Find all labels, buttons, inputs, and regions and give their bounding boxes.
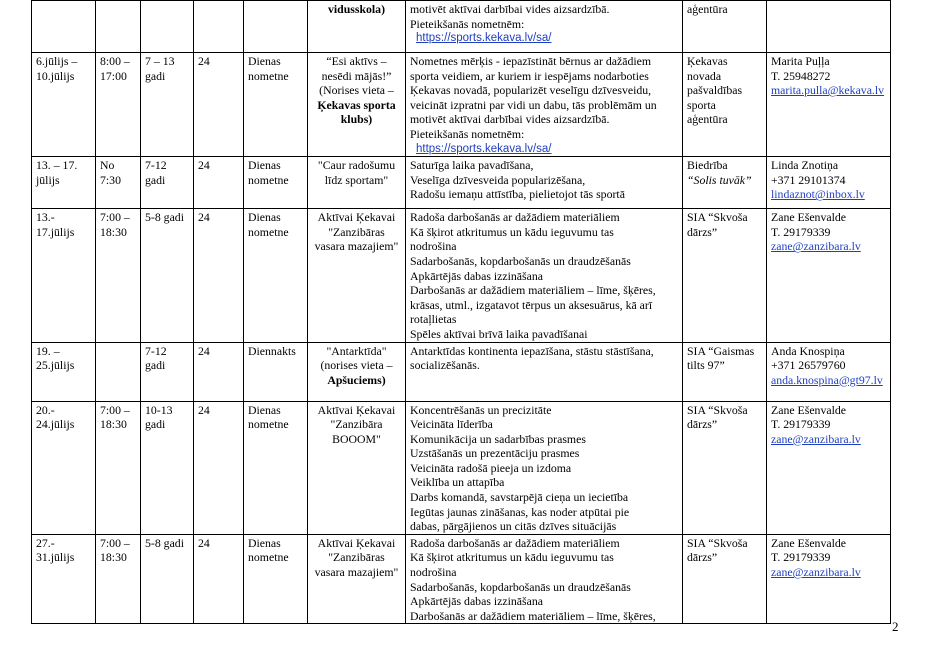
table-row bbox=[32, 157, 891, 209]
cell-line: Ķekavas novadā, popularizēt veselīgu dzīvesveidu, bbox=[410, 83, 652, 98]
cell-line: 7-12 bbox=[145, 158, 167, 173]
cell-line: motivēt aktīvai darbībai vides aizsardzībā. bbox=[410, 2, 610, 16]
document-page bbox=[31, 0, 899, 634]
cell-line: 24 bbox=[198, 54, 210, 68]
cell-line: gadi bbox=[145, 358, 166, 373]
cell-line: 24 bbox=[198, 210, 210, 225]
cell-line: nometne bbox=[248, 224, 289, 239]
age-cell bbox=[141, 157, 194, 209]
cell-line: Uzstāšanās un prezentāciju prasmes bbox=[410, 446, 580, 461]
camp-type-cell bbox=[244, 1, 308, 53]
cell-line: (Norises vieta – bbox=[319, 83, 394, 98]
date-cell bbox=[32, 401, 96, 534]
age-cell bbox=[141, 342, 194, 401]
date-cell bbox=[32, 157, 96, 209]
organizer-cell bbox=[683, 401, 767, 534]
cell-line: Marita Puļļa bbox=[771, 54, 830, 68]
cell-line: SIA “Skvoša bbox=[687, 402, 748, 417]
cell-line: Saturīga laika pavadīšana, bbox=[410, 158, 534, 173]
camp-name-cell bbox=[308, 53, 406, 157]
cell-line: Kā šķirot atkritumus un kādu ieguvumu tas bbox=[410, 550, 614, 565]
cell-line: krāsas, utml., izgatavot tērpus un aksesuārus, kā arī bbox=[410, 297, 653, 312]
table-body bbox=[32, 1, 891, 624]
email-link[interactable]: zane@zanzibara.lv bbox=[771, 239, 861, 254]
cell-line: 10.jūlijs bbox=[36, 68, 75, 83]
time-cell bbox=[96, 401, 141, 534]
contact-cell bbox=[767, 157, 891, 209]
organizer-cell bbox=[683, 534, 767, 624]
contact-cell bbox=[767, 1, 891, 53]
cell-line: Radoša darbošanās ar dažādiem materiāliem bbox=[410, 535, 620, 550]
cell-line: Zane Ešenvalde bbox=[771, 535, 847, 550]
cell-line: SIA “Skvoša bbox=[687, 210, 748, 225]
cell-line: pašvaldības bbox=[687, 83, 743, 98]
cell-line: 18:30 bbox=[100, 417, 127, 432]
cell-line: Pieteikšanās nometnēm: bbox=[410, 126, 525, 141]
cell-line: 20.- bbox=[36, 402, 55, 417]
participants-cell bbox=[194, 157, 244, 209]
description-cell bbox=[406, 342, 683, 401]
cell-line: vasara mazajiem" bbox=[314, 239, 399, 254]
cell-line: līdz sportam" bbox=[324, 172, 389, 187]
age-cell bbox=[141, 401, 194, 534]
cell-line: dārzs” bbox=[687, 550, 718, 565]
cell-line: SIA “Skvoša bbox=[687, 535, 748, 550]
cell-line: (norises vieta – bbox=[320, 358, 393, 373]
cell-line: tilts 97” bbox=[687, 358, 725, 373]
age-cell bbox=[141, 1, 194, 53]
cell-line: Ķekavas bbox=[687, 54, 728, 68]
email-link[interactable]: zane@zanzibara.lv bbox=[771, 565, 861, 580]
camp-name-cell bbox=[308, 209, 406, 342]
cell-line: klubs) bbox=[340, 112, 373, 127]
cell-line: Linda Znotiņa bbox=[771, 158, 839, 173]
cell-line: rotaļlietas bbox=[410, 312, 457, 327]
cell-line: sporta bbox=[687, 97, 716, 112]
cell-line: Sadarbošanās, kopdarbošanās un draudzēšanās bbox=[410, 253, 631, 268]
organizer-cell bbox=[683, 157, 767, 209]
cell-line: Zane Ešenvalde bbox=[771, 402, 847, 417]
participants-cell bbox=[194, 53, 244, 157]
cell-line: Komunikācija un sadarbības prasmes bbox=[410, 431, 586, 446]
cell-line: 13.- bbox=[36, 210, 55, 225]
cell-line: nometne bbox=[248, 172, 289, 187]
cell-line: Dienas bbox=[248, 535, 281, 550]
cell-line: socializēšanās. bbox=[410, 358, 480, 373]
cell-line: Radošu iemaņu attīstība, pielietojot tās sportā bbox=[410, 187, 625, 202]
organizer-cell bbox=[683, 1, 767, 53]
cell-line: 7:00 – bbox=[100, 210, 130, 225]
contact-cell bbox=[767, 401, 891, 534]
camp-type-cell bbox=[244, 209, 308, 342]
cell-line: Anda Knospiņa bbox=[771, 343, 845, 358]
cell-line: Sadarbošanās, kopdarbošanās un draudzēšanās bbox=[410, 579, 631, 594]
description-cell bbox=[406, 1, 683, 53]
cell-line: T. 29179339 bbox=[771, 224, 831, 239]
age-cell bbox=[141, 534, 194, 624]
time-cell bbox=[96, 1, 141, 53]
table-row bbox=[32, 534, 891, 624]
description-cell bbox=[406, 534, 683, 624]
cell-line: 27.- bbox=[36, 535, 55, 550]
time-cell bbox=[96, 342, 141, 401]
cell-line: Kā šķirot atkritumus un kādu ieguvumu tas bbox=[410, 224, 614, 239]
cell-line: Veicināta radošā pieeja un izdoma bbox=[410, 460, 572, 475]
cell-line: Dienas bbox=[248, 158, 281, 173]
date-cell bbox=[32, 209, 96, 342]
cell-line: gadi bbox=[145, 417, 166, 432]
table-row bbox=[32, 342, 891, 401]
cell-line: nometne bbox=[248, 417, 289, 432]
cell-line: nodrošina bbox=[410, 239, 457, 254]
cell-line: Nometnes mērķis - iepazīstināt bērnus ar dažādiem bbox=[410, 54, 652, 68]
email-link[interactable]: zane@zanzibara.lv bbox=[771, 431, 861, 446]
cell-line: "Caur radošumu bbox=[317, 158, 396, 173]
cell-line: 7:00 – bbox=[100, 402, 130, 417]
participants-cell bbox=[194, 342, 244, 401]
cell-line: aģentūra bbox=[687, 2, 728, 16]
cell-line: Biedrība bbox=[687, 158, 728, 173]
cell-line: 5-8 gadi bbox=[145, 535, 184, 550]
cell-line: 24.jūlijs bbox=[36, 417, 75, 432]
cell-line: 6.jūlijs – bbox=[36, 54, 78, 68]
cell-line: 18:30 bbox=[100, 224, 127, 239]
date-cell bbox=[32, 534, 96, 624]
cell-line: Aktīvai Ķekavai bbox=[317, 535, 396, 550]
cell-line: veicināt izpratni par vidi un dabu, tās problēmām un bbox=[410, 97, 657, 112]
camp-type-cell bbox=[244, 534, 308, 624]
page-number: 2 bbox=[892, 619, 899, 634]
cell-line: 7:30 bbox=[100, 172, 121, 187]
cell-line: nometne bbox=[248, 68, 289, 83]
cell-line: Ķekavas sporta bbox=[317, 97, 396, 112]
camp-type-cell bbox=[244, 342, 308, 401]
cell-line: Pieteikšanās nometnēm: bbox=[410, 16, 525, 31]
cell-line: “Esi aktīvs – bbox=[326, 54, 387, 68]
camp-type-cell bbox=[244, 401, 308, 534]
cell-line: BOOOM" bbox=[332, 431, 381, 446]
time-cell bbox=[96, 209, 141, 342]
cell-line: Darbošanās ar dažādiem materiāliem – līme, šķēres, bbox=[410, 608, 656, 623]
cell-line: Spēles aktīvai brīvā laika pavadīšanai bbox=[410, 326, 588, 341]
cell-line: “Solis tuvāk” bbox=[687, 172, 752, 187]
organizer-cell bbox=[683, 53, 767, 157]
cell-line: Zane Ešenvalde bbox=[771, 210, 847, 225]
email-link[interactable]: anda.knospina@gt97.lv bbox=[771, 372, 883, 387]
cell-line: Radoša darbošanās ar dažādiem materiāliem bbox=[410, 210, 620, 225]
table-row bbox=[32, 1, 891, 53]
camps-table bbox=[31, 0, 891, 624]
cell-line: Veselīga dzīvesveida popularizēšana, bbox=[410, 172, 586, 187]
cell-line: +371 29101374 bbox=[771, 172, 846, 187]
cell-line: 24 bbox=[198, 158, 210, 173]
cell-line: 7:00 – bbox=[100, 535, 130, 550]
cell-line: Dienas bbox=[248, 54, 281, 68]
description-cell bbox=[406, 157, 683, 209]
registration-link[interactable]: https://sports.kekava.lv/sa/ bbox=[416, 142, 552, 155]
cell-line: 7-12 bbox=[145, 343, 167, 358]
cell-line: 24 bbox=[198, 402, 210, 417]
participants-cell bbox=[194, 534, 244, 624]
cell-line: nodrošina bbox=[410, 565, 457, 580]
camp-name-cell bbox=[308, 534, 406, 624]
camp-name-cell bbox=[308, 1, 406, 53]
cell-line: "Zanzibāras bbox=[328, 224, 385, 239]
cell-line: "Zanzibāra bbox=[330, 417, 383, 432]
cell-line: Antarktīdas kontinenta iepazīšana, stāstu stāstīšana, bbox=[410, 343, 654, 358]
age-cell bbox=[141, 209, 194, 342]
cell-line: 25.jūlijs bbox=[36, 358, 75, 373]
contact-cell bbox=[767, 209, 891, 342]
cell-line: Dienas bbox=[248, 402, 281, 417]
camp-type-cell bbox=[244, 157, 308, 209]
cell-line: T. 29179339 bbox=[771, 550, 831, 565]
camp-name-cell bbox=[308, 401, 406, 534]
cell-line: motivēt aktīvai darbībai vides aizsardzībā. bbox=[410, 112, 610, 127]
cell-line: 17:00 bbox=[100, 68, 127, 83]
email-link[interactable]: lindaznot@inbox.lv bbox=[771, 187, 865, 202]
cell-line: Apkārtējās dabas izzināšana bbox=[410, 268, 543, 283]
cell-line: 31.jūlijs bbox=[36, 550, 75, 565]
contact-cell bbox=[767, 53, 891, 157]
contact-cell bbox=[767, 534, 891, 624]
description-cell bbox=[406, 401, 683, 534]
cell-line: dārzs” bbox=[687, 417, 718, 432]
cell-line: vidusskola) bbox=[327, 2, 386, 16]
cell-line: SIA “Gaismas bbox=[687, 343, 755, 358]
cell-line: 8:00 – bbox=[100, 54, 130, 68]
cell-line: 10-13 bbox=[145, 402, 173, 417]
cell-line: Iegūtas jaunas zināšanas, kas noder atpūtai pie bbox=[410, 504, 630, 519]
cell-line: gadi bbox=[145, 68, 166, 83]
cell-line: dabas, pārgājienos un citās dzīves situācijās bbox=[410, 519, 617, 534]
cell-line: T. 25948272 bbox=[771, 68, 831, 83]
camp-type-cell bbox=[244, 53, 308, 157]
cell-line: dārzs” bbox=[687, 224, 718, 239]
cell-line: gadi bbox=[145, 172, 166, 187]
description-cell bbox=[406, 53, 683, 157]
description-cell bbox=[406, 209, 683, 342]
cell-line: vasara mazajiem" bbox=[314, 565, 399, 580]
table-row bbox=[32, 53, 891, 157]
table-row bbox=[32, 209, 891, 342]
cell-line: novada bbox=[687, 68, 722, 83]
date-cell bbox=[32, 342, 96, 401]
cell-line: sporta veidiem, ar kuriem ir iespējams nodarboties bbox=[410, 68, 649, 83]
cell-line: 13. – 17. bbox=[36, 158, 78, 173]
cell-line: Apkārtējās dabas izzināšana bbox=[410, 594, 543, 609]
contact-cell bbox=[767, 342, 891, 401]
time-cell bbox=[96, 534, 141, 624]
time-cell bbox=[96, 53, 141, 157]
cell-line: nometne bbox=[248, 550, 289, 565]
organizer-cell bbox=[683, 209, 767, 342]
cell-line: Veiklība un attapība bbox=[410, 475, 505, 490]
cell-line: 18:30 bbox=[100, 550, 127, 565]
cell-line: Aktīvai Ķekavai bbox=[317, 210, 396, 225]
cell-line: 7 – 13 bbox=[145, 54, 175, 68]
cell-line: Darbošanās ar dažādiem materiāliem – līme, šķēres, bbox=[410, 283, 656, 298]
date-cell bbox=[32, 1, 96, 53]
cell-line: +371 26579760 bbox=[771, 358, 846, 373]
date-cell bbox=[32, 53, 96, 157]
organizer-cell bbox=[683, 342, 767, 401]
cell-line: Dienas bbox=[248, 210, 281, 225]
cell-line: 5-8 gadi bbox=[145, 210, 184, 225]
cell-line: aģentūra bbox=[687, 112, 728, 127]
cell-line: nesēdi mājās!” bbox=[321, 68, 392, 83]
participants-cell bbox=[194, 1, 244, 53]
cell-line: 19. – bbox=[36, 343, 60, 358]
cell-line: Aktīvai Ķekavai bbox=[317, 402, 396, 417]
cell-line: jūlijs bbox=[36, 172, 60, 187]
age-cell bbox=[141, 53, 194, 157]
camp-name-cell bbox=[308, 157, 406, 209]
cell-line: 24 bbox=[198, 343, 210, 358]
cell-line: Koncentrēšanās un precizitāte bbox=[410, 402, 552, 417]
cell-line: 24 bbox=[198, 535, 210, 550]
cell-line: No bbox=[100, 158, 115, 173]
email-link[interactable]: marita.pulla@kekava.lv bbox=[771, 83, 885, 98]
cell-line: 17.jūlijs bbox=[36, 224, 75, 239]
camp-name-cell bbox=[308, 342, 406, 401]
participants-cell bbox=[194, 209, 244, 342]
cell-line: Veicināta līderība bbox=[410, 417, 493, 432]
cell-line: Apšuciems) bbox=[327, 372, 386, 387]
cell-line: T. 29179339 bbox=[771, 417, 831, 432]
participants-cell bbox=[194, 401, 244, 534]
table-row bbox=[32, 401, 891, 534]
cell-line: "Antarktīda" bbox=[326, 343, 387, 358]
cell-line: Darbs komandā, savstarpējā cieņa un iecietība bbox=[410, 490, 629, 505]
cell-line: Diennakts bbox=[248, 343, 296, 358]
time-cell bbox=[96, 157, 141, 209]
registration-link[interactable]: https://sports.kekava.lv/sa/ bbox=[416, 32, 552, 45]
cell-line: "Zanzibāras bbox=[328, 550, 385, 565]
